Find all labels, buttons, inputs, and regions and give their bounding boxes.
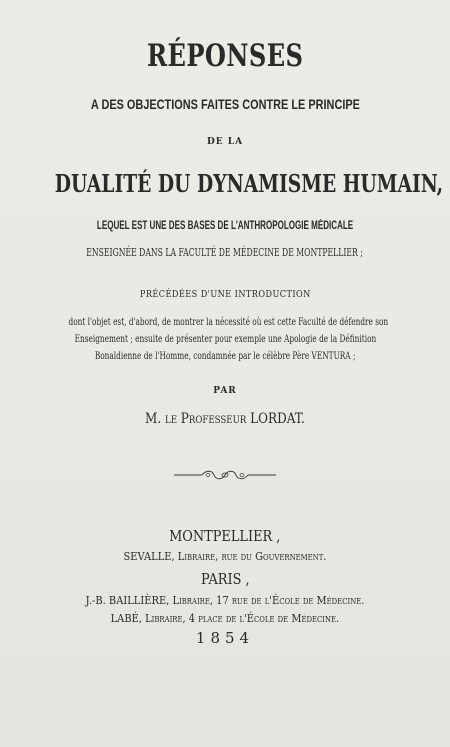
imprint-printer-labe xyxy=(0,611,450,625)
scroll-flourish-ornament-icon xyxy=(172,468,278,482)
imprint-printer-sevalle xyxy=(0,549,450,563)
year-text: 1854 xyxy=(195,629,255,647)
book-title-text: RÉPONSES xyxy=(146,38,304,74)
book-title xyxy=(0,38,450,74)
main-subject-text: DUALITÉ DU DYNAMISME HUMAIN, xyxy=(54,169,444,198)
enseignee-line-text: ENSEIGNÉE DANS LA FACULTÉ DE MÉDECINE DE MONTPELLIER ; xyxy=(86,246,364,259)
city2-text: PARIS , xyxy=(200,570,250,588)
subtitle-line-1 xyxy=(0,96,450,112)
intro-line-3-text: Bonaldienne de l'Homme, condamnée par le célèbre Père VENTURA ; xyxy=(94,350,356,362)
intro-line-1 xyxy=(0,316,450,328)
de-la-text: DE LA xyxy=(206,137,244,147)
city1-text: MONTPELLIER , xyxy=(169,527,281,545)
publication-year xyxy=(0,629,450,647)
par-label xyxy=(0,386,450,396)
intro-line-3 xyxy=(0,350,450,362)
intro-line-2-text: Enseignement ; ensuite de présenter pour exemple une Apologie de la Définition xyxy=(74,333,376,345)
main-subject xyxy=(0,169,450,198)
imprint-city-paris xyxy=(0,570,450,588)
precedees-line-text: PRÉCÉDÉES D'UNE INTRODUCTION xyxy=(139,289,311,300)
imprint-printer-bailliere xyxy=(0,593,450,607)
enseignee-line xyxy=(0,246,450,259)
de-la-label xyxy=(0,137,450,147)
intro-line-1-text: dont l'objet est, d'abord, de montrer la nécessité où est cette Faculté de défendre son xyxy=(68,316,389,328)
par-text: PAR xyxy=(213,386,237,396)
printer2-text: J.-B. BAILLIÈRE, Libraire, 17 rue de l'École de Médecine. xyxy=(85,593,365,607)
intro-line-2 xyxy=(0,333,450,345)
author-text: M. le Professeur LORDAT. xyxy=(145,411,305,427)
printer3-text: LABÉ, Libraire, 4 place de l'École de Médecine. xyxy=(110,611,340,625)
author-line xyxy=(0,411,450,427)
printer1-text: SEVALLE, Libraire, rue du Gouvernement. xyxy=(123,549,327,563)
precedees-line xyxy=(0,289,450,300)
imprint-city-montpellier xyxy=(0,527,450,545)
subtitle-line-1-text: A DES OBJECTIONS FAITES CONTRE LE PRINCIPE xyxy=(90,96,360,112)
lequel-line-text: LEQUEL EST UNE DES BASES DE L'ANTHROPOLOGIE MÉDICALE xyxy=(96,220,354,232)
lequel-line xyxy=(0,220,450,232)
